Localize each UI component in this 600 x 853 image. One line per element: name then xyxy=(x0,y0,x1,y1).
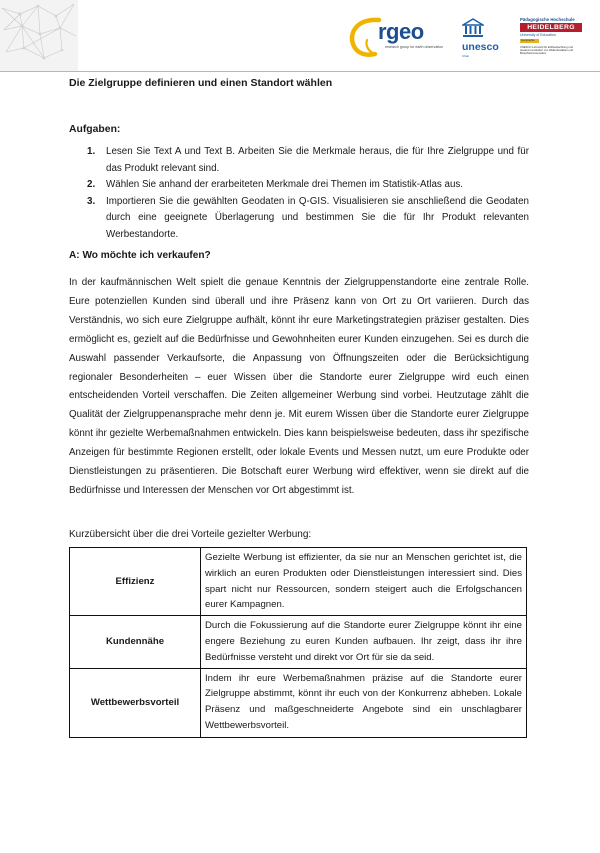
unesco-wordmark: unesco xyxy=(462,41,499,53)
advantage-label: Kundennähe xyxy=(70,616,201,668)
page-title: Die Zielgruppe definieren und einen Standort wählen xyxy=(69,77,333,89)
ph-badge-label: Geographie xyxy=(520,39,539,43)
advantage-label: Effizienz xyxy=(70,548,201,616)
header-divider xyxy=(0,71,600,72)
task-item xyxy=(69,194,529,244)
task-number: 2. xyxy=(87,179,96,190)
ph-top-label: Pädagogische Hochschule xyxy=(520,17,575,22)
network-graphic xyxy=(0,0,78,72)
task-number: 1. xyxy=(87,146,96,157)
advantage-text: Indem ihr eure Werbemaßnahmen präzise auf die Standorte eurer Zielgruppe abstimmt, könnt ihr euch von der Konkurrenz abheben. Lokale Präsenz und maßgeschneiderte Angebote sind ein unschlagbarer Wettbewerbsvorteil. xyxy=(201,668,527,737)
tasks-heading: Aufgaben: xyxy=(69,124,121,135)
ph-note-label: UNESCO Lehrstuhl für Erdbeobachtung und Geokommunikation von Welterbestätten und Biosphärenreservaten xyxy=(520,46,573,56)
ph-heidelberg-logo xyxy=(520,17,590,63)
section-a-heading: A: Wo möchte ich verkaufen? xyxy=(69,250,211,261)
table-row xyxy=(70,616,527,668)
advantage-text: Gezielte Werbung ist effizienter, da sie nur an Menschen gerichtet ist, die wirklich an euren Produkten oder Dienstleistungen interessiert sind. Dies spart nicht nur Ressourcen, sondern steigert auch die Erfolgschancen eurer Kampagnen. xyxy=(201,548,527,616)
overview-intro: Kurzübersicht über die drei Vorteile gezielter Werbung: xyxy=(69,529,312,540)
unesco-temple-icon xyxy=(462,18,484,38)
task-text: Lesen Sie Text A und Text B. Arbeiten Sie die Merkmale heraus, die für Ihre Zielgruppe und für das Produkt relevant sind. xyxy=(106,146,529,174)
table-row xyxy=(70,668,527,737)
task-text: Importieren Sie die gewählten Geodaten in Q-GIS. Visualisieren sie anschließend die Geodaten durch eine geeignete Überlagerung und bestimmen Sie die für Ihr Produkt relevanten Werbestandorte. xyxy=(106,195,529,240)
task-item xyxy=(69,144,529,177)
rgeo-tagline: research group for earth observation xyxy=(385,45,444,49)
rgeo-wordmark: rgeo xyxy=(378,19,424,44)
section-a-paragraph: In der kaufmännischen Welt spielt die genaue Kenntnis der Zielgruppenstandorte eine zentrale Rolle. Eure potenziellen Kunden sind überall und ihre Präsenz kann von Ort zu Ort variieren. Durch das Verständnis, wo sich eure Zielgruppe aufhält, könnt ihr eure Marketingstrategien präziser gestalten. Dies ermöglicht es, gezielt auf die Bedürfnisse und Gewohnheiten eurer Kunden einzugehen. Sei es durch die Auswahl passender Verkaufsorte, die Anpassung von Öffnungszeiten oder die Berücksichtigung regionaler Besonderheiten – euer Wissen über die Standorte eurer Zielgruppe wird euch einen entscheidenden Vorteil verschaffen. Die Zeiten allgemeiner Werbung sind vorbei. Heutzutage zählt die Qualität der Zielgruppenansprache mehr denn je. Mit eurem Wissen über die Standorte eurer Zielgruppe könnt ihr gezielte Werbemaßnahmen entwickeln. Dies kann beispielsweise bedeuten, dass ihr spezifische Anzeigen für bestimmte Regionen erstellt, oder lokale Events und Messen nutzt, um eure Produkte oder Dienstleistungen zu präsentieren. Die Botschaft eurer Werbung wird effektiver, wenn sie direkt auf die Bedürfnisse und Interessen der Menschen vor Ort abgestimmt ist. xyxy=(69,277,529,496)
advantage-label: Wettbewerbsvorteil xyxy=(70,668,201,737)
advantage-text: Durch die Fokussierung auf die Standorte eurer Zielgruppe könnt ihr eine engere Beziehung zu euren Kunden aufbauen. Ihr zeigt, dass ihr ihre Bedürfnisse versteht und direkt vor Ort für sie da seid. xyxy=(201,616,527,668)
task-list xyxy=(69,144,529,243)
task-item xyxy=(69,177,529,194)
unesco-sublabel: Chair xyxy=(462,54,470,58)
unesco-logo xyxy=(460,18,512,60)
ph-band-label: HEIDELBERG xyxy=(520,23,582,32)
task-text: Wählen Sie anhand der erarbeiteten Merkmale drei Themen im Statistik-Atlas aus. xyxy=(106,179,464,190)
advantages-table xyxy=(69,547,527,738)
task-number: 3. xyxy=(87,195,96,207)
table-row xyxy=(70,548,527,616)
rgeo-logo xyxy=(345,14,455,62)
ph-sub-label: University of Education xyxy=(520,33,556,37)
